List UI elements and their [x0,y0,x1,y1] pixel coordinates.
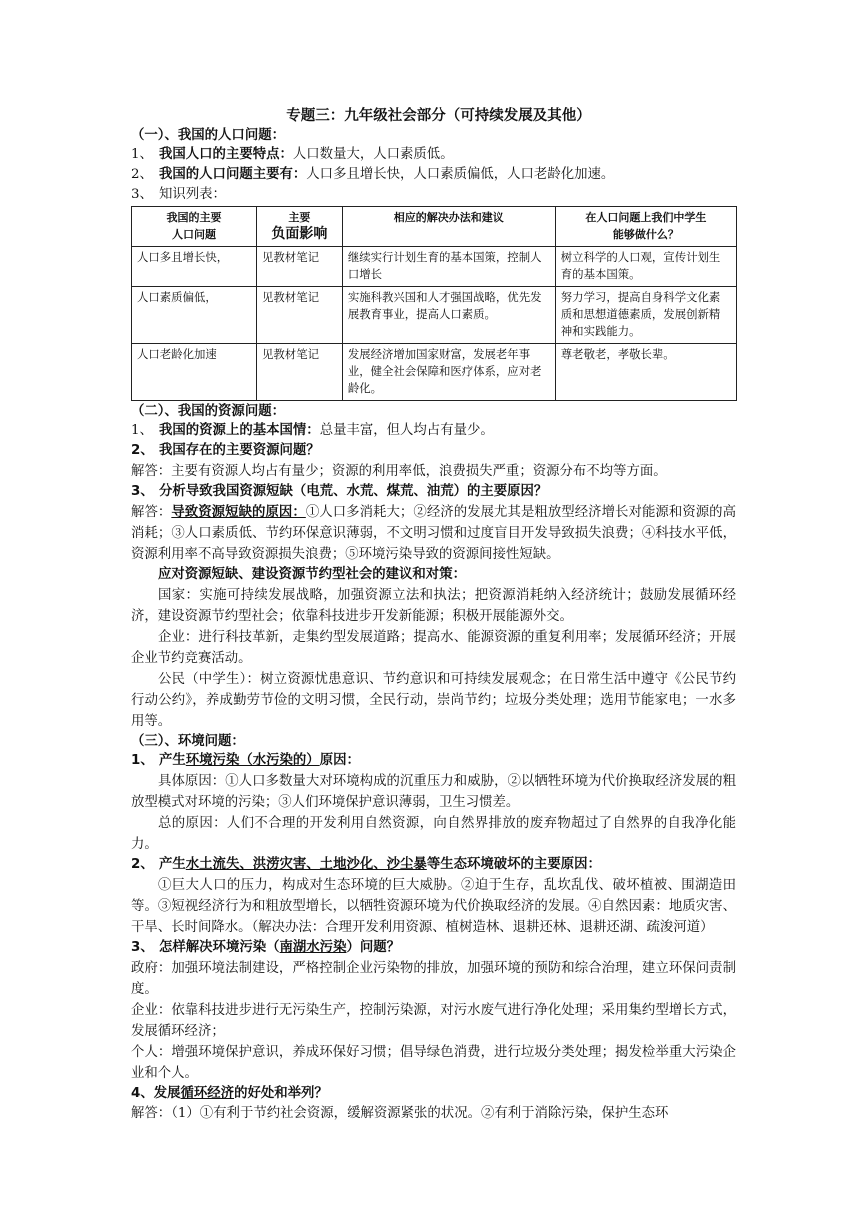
item-number: 1、 [131,423,153,438]
enterprise-measures: 企业：进行科技革新，走集约型发展道路；提高水、能源资源的重复利用率；发展循环经济；开展企业节约竞赛活动。 [131,630,736,666]
table-cell: 尊老敬老，孝敬长辈。 [555,344,736,401]
resource-shortage-question [131,482,736,502]
document-body [131,106,736,1124]
section-heading-environment: （三）、环境问题： [131,734,245,749]
item-label: 我国的资源上的基本国情： [159,423,320,438]
table-cell: 人口素质偏低， [132,287,257,344]
page-title: 专题三：九年级社会部分（可持续发展及其他） [286,108,591,124]
item-text: 知识列表： [159,187,226,202]
table-header-cell: 在人口问题上我们中学生 能够做什么？ [555,207,736,247]
table-cell: 继续实行计划生育的基本国策，控制人口增长 [342,247,555,287]
table-cell: 见教材笔记 [257,247,343,287]
item-label: 我国的人口问题主要有： [159,167,307,182]
pollution-solution-heading: 3、 怎样解决环境污染（南湖水污染）问题？ [131,940,401,955]
table-header-cell: 主要 负面影响 [257,207,343,247]
knowledge-list-line [131,185,736,205]
population-problems-line [131,165,736,185]
table-cell: 见教材笔记 [257,287,343,344]
item-label: 我国存在的主要资源问题？ [159,443,320,458]
table-cell: 见教材笔记 [257,344,343,401]
item-number: 2、 [131,167,153,182]
item-number: 3、 [131,187,153,202]
ecological-damage-heading: 2、 产生水土流失、洪涝灾害、土地沙化、沙尘暴等生态环境破坏的主要原因： [131,857,601,872]
enterprise-solution: 企业：依靠科技进步进行无污染生产，控制污染源，对污水废气进行净化处理；采用集约型增长方式，发展循环经济； [131,1003,736,1039]
citizen-measures: 公民（中学生）：树立资源忧患意识、节约意识和可持续发展观念；在日常生活中遵守《公民节约行动公约》，养成勤劳节俭的文明习惯，全民行动，崇尚节约；垃圾分类处理；选用节能家电；一水多用等。 [131,672,736,729]
table-row [132,247,737,287]
table-cell: 实施科教兴国和人才强国战略，优先发展教育事业，提高人口素质。 [342,287,555,344]
table-cell: 努力学习，提高自身科学文化素质和思想道德素质，发展创新精神和实践能力。 [555,287,736,344]
countermeasures-heading: 应对资源短缺、建设资源节约型社会的建议和对策： [158,567,466,582]
section-heading-population: （一）、我国的人口问题： [131,128,285,143]
table-header-cell: 相应的解决办法和建议 [342,207,555,247]
table-cell: 人口多且增长快， [132,247,257,287]
general-causes: 总的原因：人们不合理的开发利用自然资源，向自然界排放的废弃物超过了自然界的自我净化能力。 [131,816,736,852]
population-features-line [131,145,736,165]
item-text: 人口多且增长快，人口素质偏低，人口老龄化加速。 [306,167,615,182]
table-cell: 发展经济增加国家财富，发展老年事业，健全社会保障和医疗体系，应对老龄化。 [342,344,555,401]
item-text: 总量丰富，但人均占有量少。 [319,423,494,438]
state-measures: 国家：实施可持续发展战略，加强资源立法和执法；把资源消耗纳入经济统计；鼓励发展循环经济，建设资源节约型社会；依靠科技进步开发新能源；积极开展能源外交。 [131,588,736,624]
resource-problems-question [131,441,736,461]
resource-shortage-answer: 解答：导致资源短缺的原因：①人口多消耗大；②经济的发展尤其是粗放型经济增长对能源和资源的高消耗；③人口素质低、节约环保意识薄弱，不文明习惯和过度盲目开发导致损失浪费；④科技水平低，资源利用率不高导致资源损失浪费；⑤环境污染导致的资源间接性短缺。 [131,505,737,562]
item-number: 3、 [131,484,154,499]
ecological-damage-causes: ①巨大人口的压力，构成对生态环境的巨大威胁。②迫于生存，乱坎乱伐、破坏植被、围湖造田等。③短视经济行为和粗放型增长，以牺牲资源环境为代价换取经济的发展。④自然因素：地质灾害、干旱、长时间降水。（解决办法：合理开发利用资源、植树造林、退耕还林、退耕还湖、疏浚河道） [131,878,736,935]
item-number: 1、 [131,147,153,162]
government-solution: 政府：加强环境法制建设，严格控制企业污染物的排放，加强环境的预防和综合治理，建立环保问责制度。 [131,961,736,997]
resource-problems-answer: 解答：主要有资源人均占有量少；资源的利用率低，浪费损失严重；资源分布不均等方面。 [131,464,667,479]
circular-economy-answer: 解答：（1）①有利于节约社会资源，缓解资源紧张的状况。②有利于消除污染，保护生态环 [131,1106,669,1121]
pollution-causes-heading: 1、 产生环境污染（水污染的）原因： [131,753,360,768]
resource-situation-line [131,421,736,441]
section-heading-resources: （二）、我国的资源问题： [131,404,285,419]
table-header-cell: 我国的主要 人口问题 [132,207,257,247]
table-row [132,344,737,401]
table-cell: 人口老龄化加速 [132,344,257,401]
underlined-label: 导致资源短缺的原因： [171,505,306,520]
item-text: 人口数量大，人口素质低。 [292,147,454,162]
table-row [132,287,737,344]
knowledge-table [131,206,737,401]
circular-economy-heading: 4、发展循环经济的好处和举列？ [131,1086,328,1101]
specific-causes: 具体原因：①人口多数量大对环境构成的沉重压力和威胁，②以牺牲环境为代价换取经济发展的粗放型模式对环境的污染；③人们环境保护意识薄弱，卫生习惯差。 [131,774,736,810]
item-label: 分析导致我国资源短缺（电荒、水荒、煤荒、油荒）的主要原因？ [159,484,548,499]
item-label: 我国人口的主要特点： [159,147,293,162]
item-number: 2、 [131,443,154,458]
individual-solution: 个人：增强环境保护意识，养成环保好习惯；倡导绿色消费，进行垃圾分类处理；揭发检举重大污染企业和个人。 [131,1045,736,1081]
table-cell: 树立科学的人口观，宣传计划生育的基本国策。 [555,247,736,287]
table-header-row [132,207,737,247]
